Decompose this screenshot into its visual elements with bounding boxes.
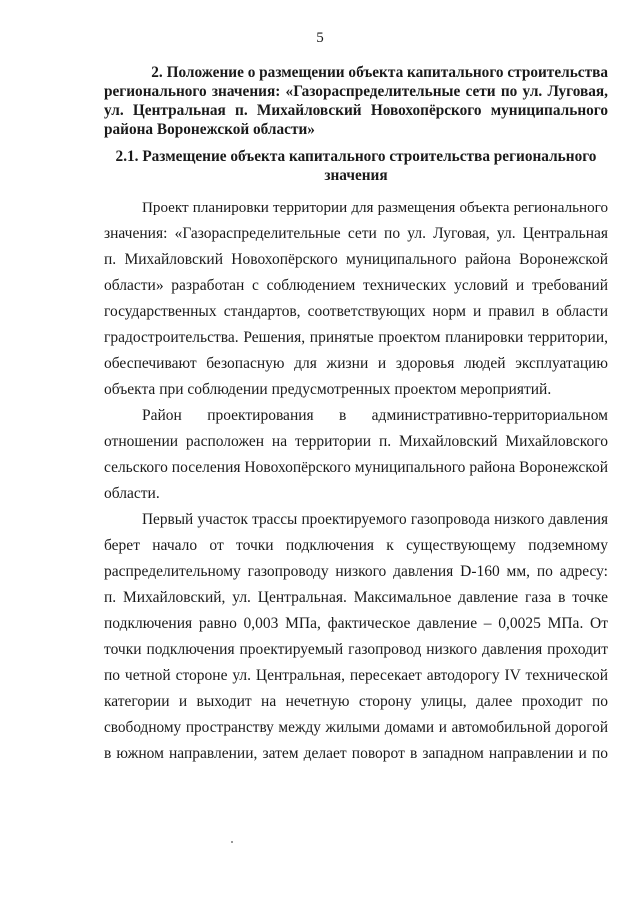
text-line: подключения равно 0,003 МПа, фактическое давление – 0,0025 МПа. От (104, 615, 608, 632)
page-number: 5 (316, 30, 324, 46)
text-line: значения: «Газораспределительные сети по ул. Луговая, ул. Центральная (104, 225, 608, 242)
text-line: градостроительства. Решения, принятые проектом планировки территории, (104, 329, 608, 346)
text-line: объекта при соблюдении предусмотренных проектом мероприятий. (104, 381, 552, 398)
text-line: точки подключения проектируемый газопровод низкого давления проходит (104, 641, 608, 658)
text-line: свободному пространству между жилыми домами и автомобильной дорогой (104, 719, 608, 736)
section-heading-line: 2. Положение о размещении объекта капитального строительства (151, 64, 608, 81)
scan-artifact (231, 841, 233, 843)
text-line: распределительному газопроводу низкого давления D-160 мм, по адресу: (104, 563, 608, 580)
text-line: Проект планировки территории для размещения объекта регионального (142, 200, 608, 216)
section-heading-line: района Воронежской области» (104, 121, 315, 138)
text-line: области» разработан с соблюдением технических условий и требований (104, 277, 608, 294)
text-line: п. Михайловский, ул. Центральная. Максимальное давление газа в точке (104, 589, 608, 606)
paragraph-pipeline-route (104, 507, 608, 767)
section-heading-line: регионального значения: «Газораспределительные сети по ул. Луговая, (104, 83, 608, 100)
section-heading-line: ул. Центральная п. Михайловский Новохопёрского муниципального (104, 102, 608, 119)
text-line: области. (104, 485, 160, 502)
text-line: государственных стандартов, соответствующих норм и правил в области (104, 303, 608, 320)
text-line: категории и выходит на нечетную сторону улицы, далее проходит по (104, 693, 608, 710)
text-line: сельского поселения Новохопёрского муниципального района Воронежской (104, 459, 608, 476)
text-line: отношении расположен на территории п. Михайловский Михайловского (104, 433, 608, 450)
subsection-heading-line: значения (324, 167, 388, 184)
paragraph-design-area (104, 403, 608, 507)
subsection-heading (104, 147, 608, 185)
subsection-heading-line: 2.1. Размещение объекта капитального строительства регионального (115, 148, 597, 165)
text-line: обеспечивают безопасную для жизни и здоровья людей эксплуатацию (104, 355, 608, 372)
text-line: в южном направлении, затем делает поворот в западном направлении и по (104, 745, 608, 762)
text-line: по четной стороне ул. Центральная, пересекает автодорогу IV технической (104, 667, 608, 684)
text-line: берет начало от точки подключения к существующему подземному (104, 537, 608, 554)
paragraph-project-plan (104, 195, 608, 403)
section-heading (104, 63, 608, 139)
text-line: Район проектирования в административно-территориальном (142, 407, 608, 424)
text-line: п. Михайловский Новохопёрского муниципального района Воронежской (104, 251, 608, 268)
text-line: Первый участок трассы проектируемого газопровода низкого давления (142, 511, 608, 528)
